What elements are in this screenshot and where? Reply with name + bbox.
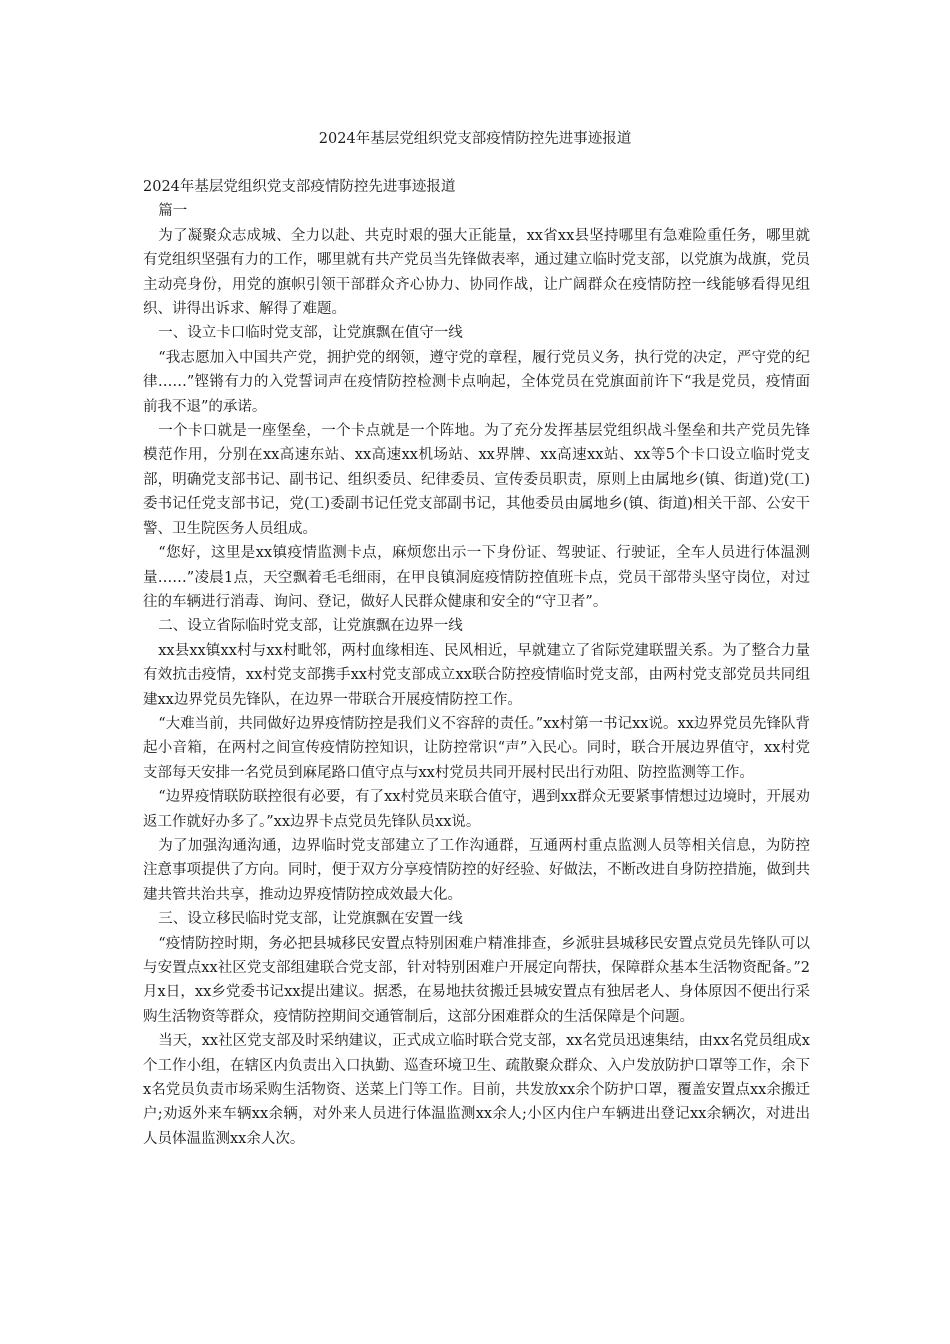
paragraph: “我志愿加入中国共产党，拥护党的纲领，遵守党的章程，履行党员义务，执行党的决定，严守党的纪律……”铿锵有力的入党誓词声在疫情防控检测卡点响起，全体党员在党旗面前许下“我是党员，疫情面前我不退”的承诺。 bbox=[143, 349, 810, 415]
paragraph: xx县xx镇xx村与xx村毗邻，两村血缘相连、民风相近，早就建立了省际党建联盟关系。为了整合力量有效抗击疫情，xx村党支部携手xx村党支部成立xx联合防控疫情临时党支部，由两村党支部党员共同组建xx边界党员先锋队，在边界一带联合开展疫情防控工作。 bbox=[143, 642, 810, 708]
paragraph: 一个卡口就是一座堡垒，一个卡点就是一个阵地。为了充分发挥基层党组织战斗堡垒和共产党员先锋模范作用，分别在xx高速东站、xx高速xx机场站、xx界牌、xx高速xx站、xx等5个卡口设立临时党支部，明确党支部书记、副书记、组织委员、纪律委员、宣传委员职责，原则上由属地乡(镇、街道)党(工)委书记任党支部书记，党(工)委副书记任党支部副书记，其他委员由属地乡(镇、街道)相关干部、公安干警、卫生院医务人员组成。 bbox=[143, 423, 810, 537]
paragraph: “边界疫情联防联控很有必要，有了xx村党员来联合值守，遇到xx群众无要紧事情想过边境时，开展劝返工作就好办多了。”xx边界卡点党员先锋队员xx说。 bbox=[143, 789, 810, 830]
document-subtitle: 2024年基层党组织党支部疫情防控先进事迹报道 bbox=[143, 179, 456, 195]
page-title: 2024年基层党组织党支部疫情防控先进事迹报道 bbox=[318, 131, 632, 147]
section-heading: 二、设立省际临时党支部，让党旗飘在边界一线 bbox=[158, 618, 463, 635]
section-label: 篇一 bbox=[158, 203, 188, 220]
paragraph: “您好，这里是xx镇疫情监测卡点，麻烦您出示一下身份证、驾驶证、行驶证，全车人员进行体温测量……”凌晨1点，天空飘着毛毛细雨，在甲良镇洞庭疫情防控值班卡点，党员干部带头坚守岗位，对过往的车辆进行消毒、询问、登记，做好人民群众健康和安全的“守卫者”。 bbox=[143, 545, 810, 610]
paragraph: 当天，xx社区党支部及时采纳建议，正式成立临时联合党支部，xx名党员迅速集结，由xx名党员组成x个工作小组，在辖区内负责出入口执勤、巡查环境卫生、疏散聚众群众、入户发放防护口罩等工作，余下x名党员负责市场采购生活物资、送菜上门等工作。目前，共发放xx余个防护口罩，覆盖安置点xx余搬迁户;劝返外来车辆xx余辆，对外来人员进行体温监测xx余人;小区内住户车辆进出登记xx余辆次，对进出人员体温监测xx余人次。 bbox=[143, 1033, 810, 1147]
paragraph: “疫情防控时期，务必把县城移民安置点特别困难户精准排查，乡派驻县城移民安置点党员先锋队可以与安置点xx社区党支部组建联合党支部，针对特别困难户开展定向帮扶，保障群众基本生活物资配备。”2月x日，xx乡党委书记xx提出建议。据悉，在易地扶贫搬迁县城安置点有独居老人、身体原因不便出行采购生活物资等群众，疫情防控期间交通管制后，这部分困难群众的生活保障是个问题。 bbox=[143, 935, 810, 1025]
document-body bbox=[143, 175, 810, 1151]
section-heading: 一、设立卡口临时党支部，让党旗飘在值守一线 bbox=[158, 325, 463, 342]
paragraph: 为了凝聚众志成城、全力以赴、共克时艰的强大正能量，xx省xx县坚持哪里有急难险重任务，哪里就有党组织坚强有力的工作，哪里就有共产党员当先锋做表率，通过建立临时党支部，以党旗为战旗，党员主动亮身份，用党的旗帜引领干部群众齐心协力、协同作战，让广阔群众在疫情防控一线能够看得见组织、讲得出诉求、解得了难题。 bbox=[143, 227, 810, 318]
paragraph: 为了加强沟通沟通，边界临时党支部建立了工作沟通群，互通两村重点监测人员等相关信息，为防控注意事项提供了方向。同时，便于双方分享疫情防控的好经验、好做法，不断改进自身防控措施，做到共建共管共治共享，推动边界疫情防控成效最大化。 bbox=[143, 837, 810, 903]
section-heading: 三、设立移民临时党支部，让党旗飘在安置一线 bbox=[158, 911, 463, 928]
paragraph: “大难当前，共同做好边界疫情防控是我们义不容辞的责任。”xx村第一书记xx说。xx边界党员先锋队背起小音箱，在两村之间宣传疫情防控知识，让防控常识“声”入民心。同时，联合开展边界值守，xx村党支部每天安排一名党员到麻尾路口值守点与xx村党员共同开展村民出行劝阻、防控监测等工作。 bbox=[143, 715, 810, 781]
